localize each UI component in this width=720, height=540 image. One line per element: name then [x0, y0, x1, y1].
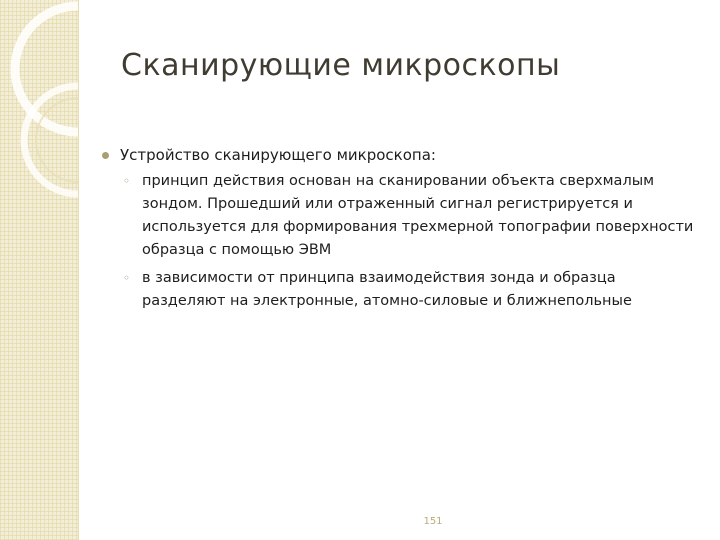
sub-bullet-text: в зависимости от принципа взаимодействия зонда и образца разделяют на электронные, атомно-силовые и ближнепольные [142, 270, 632, 309]
sub-bullet-item [123, 170, 700, 262]
slide-body [100, 145, 700, 313]
side-band-decoration [0, 0, 78, 540]
side-band-edge [78, 0, 79, 540]
ring-ornament-icon [0, 0, 78, 540]
sub-bullet-item [123, 267, 700, 313]
page-number: 151 [423, 516, 443, 527]
sub-bullet-circle-icon: ◦ [123, 271, 131, 285]
slide-title: Сканирующие микроскопы [121, 48, 561, 83]
sub-bullet-circle-icon: ◦ [123, 174, 131, 188]
bullet-dot-icon [102, 152, 109, 159]
sub-bullet-text: принцип действия основан на сканировании объекта сверхмалым зондом. Прошедший или отраженный сигнал регистрируется и используется для формирования трехмерной топографии поверхности образца с помощью ЭВМ [142, 173, 694, 258]
bullet-item [100, 145, 700, 166]
bullet-text: Устройство сканирующего микроскопа: [120, 146, 436, 164]
